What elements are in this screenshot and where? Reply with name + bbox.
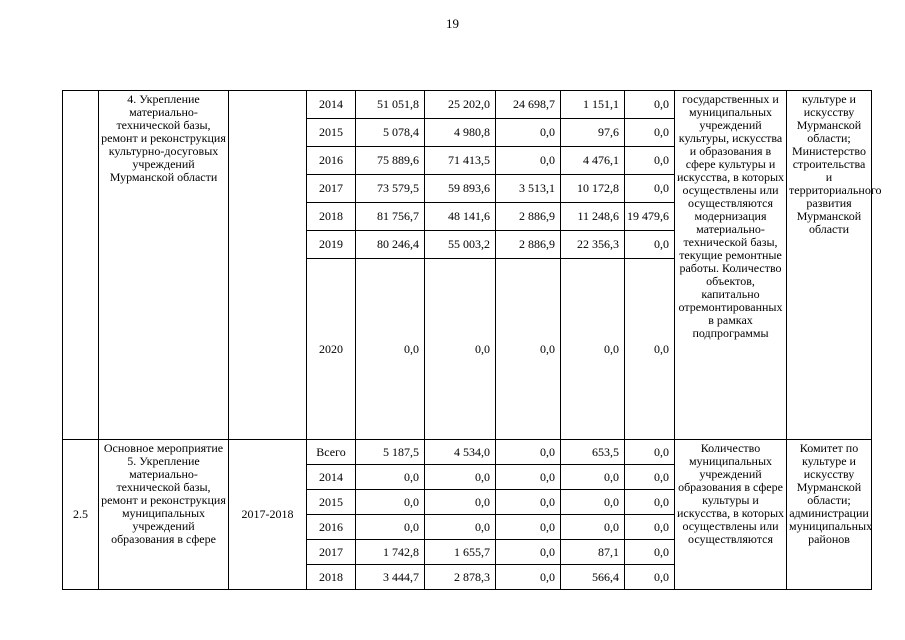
executor-cell: Комитет по культуре и искусству Мурманской области; администрации муниципальных районов	[787, 440, 872, 590]
other-sources-cell: 0,0	[625, 540, 675, 565]
block-1	[63, 91, 882, 440]
total-cell: 3 444,7	[356, 565, 425, 590]
federal-budget-cell: 0,0	[496, 490, 561, 515]
table-row	[63, 440, 872, 465]
federal-budget-cell: 0,0	[496, 565, 561, 590]
local-budget-cell: 4 476,1	[561, 147, 625, 175]
local-budget-cell: 0,0	[561, 259, 625, 440]
year-cell: 2016	[307, 147, 356, 175]
local-budget-cell: 0,0	[561, 490, 625, 515]
table-row	[63, 91, 872, 119]
number-cell: 2.5	[63, 440, 99, 590]
local-budget-cell: 11 248,6	[561, 203, 625, 231]
regional-budget-cell: 0,0	[425, 490, 496, 515]
federal-budget-cell: 2 886,9	[496, 231, 561, 259]
page-number: 19	[446, 16, 459, 31]
other-sources-cell: 0,0	[625, 565, 675, 590]
total-cell: 0,0	[356, 259, 425, 440]
local-budget-cell: 97,6	[561, 119, 625, 147]
total-cell: 5 078,4	[356, 119, 425, 147]
regional-budget-cell: 4 534,0	[425, 440, 496, 465]
federal-budget-cell: 24 698,7	[496, 91, 561, 119]
program-table	[62, 90, 882, 590]
regional-budget-cell: 0,0	[425, 515, 496, 540]
other-sources-cell: 0,0	[625, 515, 675, 540]
other-sources-cell: 0,0	[625, 91, 675, 119]
executor-cell: культуре и искусству Мурманской области; Министерство строительства и территориального развития Мурманской области	[787, 91, 872, 440]
other-sources-cell: 19 479,6	[625, 203, 675, 231]
total-cell: 75 889,6	[356, 147, 425, 175]
other-sources-cell: 0,0	[625, 490, 675, 515]
year-cell: 2018	[307, 565, 356, 590]
local-budget-cell: 1 151,1	[561, 91, 625, 119]
year-cell: 2017	[307, 175, 356, 203]
local-budget-cell: 10 172,8	[561, 175, 625, 203]
year-cell: 2018	[307, 203, 356, 231]
year-cell: 2020	[307, 259, 356, 440]
federal-budget-cell: 0,0	[496, 440, 561, 465]
other-sources-cell: 0,0	[625, 175, 675, 203]
total-cell: 80 246,4	[356, 231, 425, 259]
local-budget-cell: 22 356,3	[561, 231, 625, 259]
federal-budget-cell: 0,0	[496, 119, 561, 147]
period-cell	[229, 91, 307, 440]
regional-budget-cell: 2 878,3	[425, 565, 496, 590]
other-sources-cell: 0,0	[625, 147, 675, 175]
other-sources-cell: 0,0	[625, 440, 675, 465]
year-cell: 2015	[307, 119, 356, 147]
total-cell: 81 756,7	[356, 203, 425, 231]
local-budget-cell: 87,1	[561, 540, 625, 565]
regional-budget-cell: 55 003,2	[425, 231, 496, 259]
total-cell: 51 051,8	[356, 91, 425, 119]
local-budget-cell: 0,0	[561, 465, 625, 490]
year-cell: 2016	[307, 515, 356, 540]
regional-budget-cell: 4 980,8	[425, 119, 496, 147]
regional-budget-cell: 71 413,5	[425, 147, 496, 175]
total-cell: 0,0	[356, 490, 425, 515]
total-cell: 5 187,5	[356, 440, 425, 465]
block-2	[63, 440, 872, 590]
local-budget-cell: 566,4	[561, 565, 625, 590]
indicator-cell: Количество муниципальных учреждений образования в сфере культуры и искусства, в которых осуществлены или осуществляются	[675, 440, 787, 590]
other-sources-cell: 0,0	[625, 465, 675, 490]
federal-budget-cell: 0,0	[496, 465, 561, 490]
regional-budget-cell: 48 141,6	[425, 203, 496, 231]
year-cell: Всего	[307, 440, 356, 465]
indicator-cell: государственных и муниципальных учреждений культуры, искусства и образования в сфере культуры и искусства, в которых осуществлены или осуществляются модернизация материально-технической базы, текущие ремонтные работы. Количество объектов, капитально отремонтированных в рамках подпрограммы	[675, 91, 787, 440]
total-cell: 1 742,8	[356, 540, 425, 565]
number-cell	[63, 91, 99, 440]
other-sources-cell: 0,0	[625, 119, 675, 147]
year-cell: 2017	[307, 540, 356, 565]
regional-budget-cell: 25 202,0	[425, 91, 496, 119]
federal-budget-cell: 0,0	[496, 515, 561, 540]
total-cell: 0,0	[356, 465, 425, 490]
year-cell: 2015	[307, 490, 356, 515]
local-budget-cell: 653,5	[561, 440, 625, 465]
regional-budget-cell: 0,0	[425, 465, 496, 490]
regional-budget-cell: 59 893,6	[425, 175, 496, 203]
period-cell: 2017-2018	[229, 440, 307, 590]
year-cell: 2019	[307, 231, 356, 259]
local-budget-cell: 0,0	[561, 515, 625, 540]
year-cell: 2014	[307, 91, 356, 119]
federal-budget-cell: 0,0	[496, 147, 561, 175]
other-sources-cell: 0,0	[625, 259, 675, 440]
federal-budget-cell: 0,0	[496, 540, 561, 565]
activity-cell: 4. Укрепление материально-технической базы, ремонт и реконструкция культурно-досуговых учреждений Мурманской области	[99, 91, 229, 440]
federal-budget-cell: 2 886,9	[496, 203, 561, 231]
year-cell: 2014	[307, 465, 356, 490]
federal-budget-cell: 0,0	[496, 259, 561, 440]
other-sources-cell: 0,0	[625, 231, 675, 259]
federal-budget-cell: 3 513,1	[496, 175, 561, 203]
regional-budget-cell: 0,0	[425, 259, 496, 440]
activity-cell: Основное мероприятие 5. Укрепление материально-технической базы, ремонт и реконструкция муниципальных учреждений образования в сфере	[99, 440, 229, 590]
regional-budget-cell: 1 655,7	[425, 540, 496, 565]
total-cell: 73 579,5	[356, 175, 425, 203]
total-cell: 0,0	[356, 515, 425, 540]
